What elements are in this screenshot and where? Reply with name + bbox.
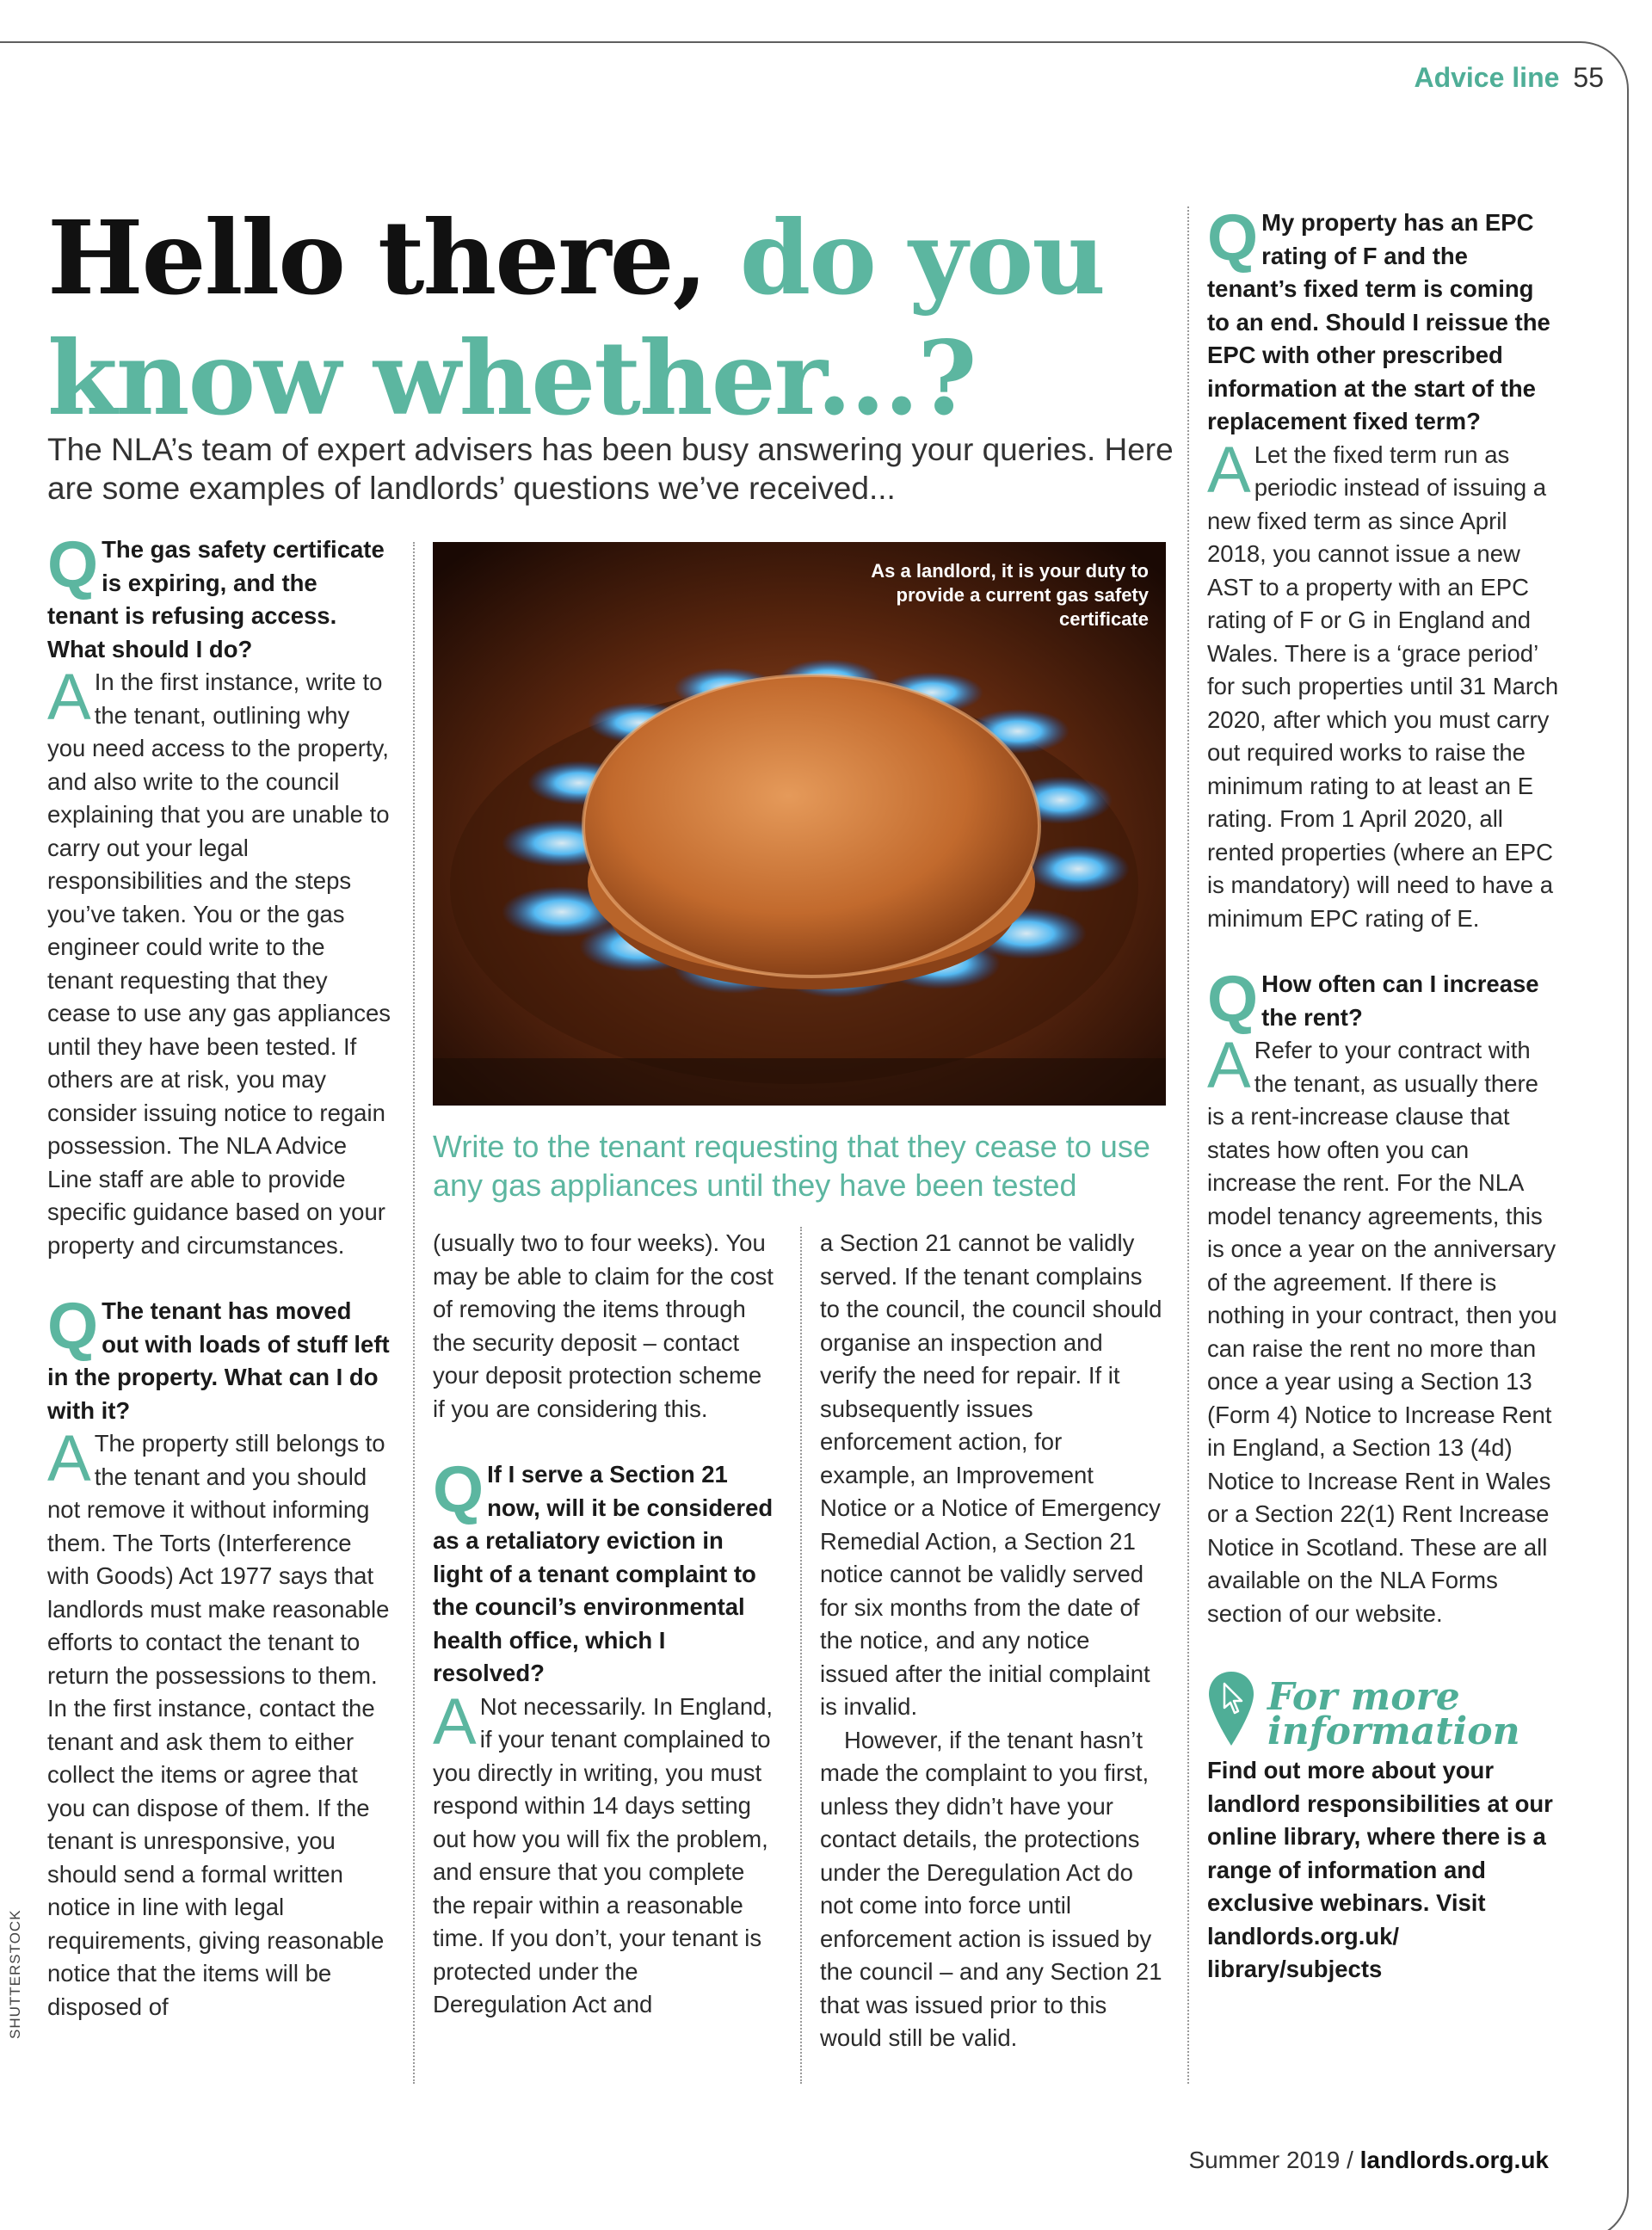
drop-cap-q: Q [47, 528, 99, 601]
issue-date: Summer 2019 / [1188, 2147, 1353, 2173]
photo-credit: SHUTTERSTOCK [7, 1909, 23, 2039]
more-info-title [1267, 1670, 1520, 1753]
website-link[interactable]: landlords.org.uk [1359, 2147, 1549, 2173]
question-3 [433, 1453, 777, 1691]
question-4 [1207, 201, 1560, 439]
answer-2 [47, 1422, 391, 2024]
drop-cap-a: A [47, 1422, 91, 1495]
drop-cap-q: Q [1207, 201, 1259, 274]
more-info-title-1: For more [1267, 1675, 1460, 1719]
page-number: 55 [1573, 62, 1604, 93]
drop-cap-a: A [433, 1685, 477, 1759]
headline-teal-2: know whether...? [47, 318, 976, 438]
pull-quote: Write to the tenant requesting that they cease to use any gas appliances until they have been tested [433, 1129, 1150, 1203]
question-4-text: My property has an EPC rating of F and the tenant’s fixed term is coming to an end. Should I reissue the EPC with other prescribed information at the start of the replacement fixed term? [1207, 209, 1550, 434]
answer-3-text: Not necessarily. In England, if your tenant complained to you directly in writing, you must respond within 14 days setting out how you will fix the problem, and ensure that you complete the repair within a reasonable time. If you don’t, your tenant is protected under the Deregulation Act and [433, 1692, 774, 2017]
question-2-text: The tenant has moved out with loads of stuff left in the property. What can I do with it? [47, 1297, 390, 1424]
answer-4-text: Let the fixed term run as periodic instead of issuing a new fixed term as since April 2018, you cannot issue a new AST to a property with an EPC rating of F or G in England and Wales. There is a ‘grace period’ for such properties until 31 March 2020, after which you must carry out required works to raise the minimum rating to at least an E rating. From 1 April 2020, all rented properties (where an EPC is mandatory) will need to have a minimum EPC rating of E. [1207, 440, 1559, 932]
column-divider [800, 1227, 802, 2084]
standfirst: The NLA’s team of expert advisers has been busy answering your queries. Here are some examples of landlords’ questions we’ve received... [47, 432, 1174, 506]
question-2 [47, 1290, 391, 1427]
drop-cap-q: Q [1207, 963, 1259, 1036]
column-2 [433, 1227, 777, 2022]
question-5-text: How often can I increase the rent? [1261, 970, 1539, 1031]
column-divider [1187, 206, 1189, 2084]
section-name: Advice line [1414, 62, 1560, 93]
answer-5-text: Refer to your contract with the tenant, as usually there is a rent-increase clause that states how often you can increase the rent. For the NLA model tenancy agreements, this is once a year on the anniversary of the agreement. If there is nothing in your contract, then you can raise the rent no more than once a year using a Section 13 (Form 4) Notice to Increase Rent in England, a Section 13 (4d) Notice to Increase Rent in Wales or a Section 22(1) Rent Increase Notice in Scotland. These are all available on the NLA Forms section of our website. [1207, 1037, 1557, 1627]
answer-4 [1207, 433, 1560, 936]
answer-1 [47, 661, 391, 1262]
question-3-text: If I serve a Section 21 now, will it be considered as a retaliatory eviction in light of a tenant complaint to the council’s environmental health office, which I resolved? [433, 1461, 774, 1686]
headline-teal-1: do you [739, 198, 1105, 317]
drop-cap-a: A [1207, 1029, 1251, 1102]
more-info-header [1207, 1670, 1560, 1753]
drop-cap-q: Q [47, 1290, 99, 1363]
drop-cap-a: A [1207, 433, 1251, 507]
column-divider [413, 542, 415, 2084]
answer-5 [1207, 1029, 1560, 1630]
more-info-body: Find out more about your landlord responsibilities at our online library, where there is a range of information and exclusive webinars. Visit landlords.org.uk/ library/subjects [1207, 1757, 1553, 1982]
column-1 [47, 528, 391, 2024]
footer [1188, 2147, 1549, 2174]
drop-cap-a: A [47, 661, 91, 734]
headline-black: Hello there, [47, 198, 706, 317]
location-pin-cursor-icon [1207, 1670, 1255, 1747]
photo-caption: As a landlord, it is your duty to provide a current gas safety certificate [871, 560, 1149, 630]
question-1-text: The gas safety certificate is expiring, and the tenant is refusing access. What should I do? [47, 536, 385, 662]
answer-1-text: In the first instance, write to the tenant, outlining why you need access to the property, and also write to the council explaining that you are unable to carry out your legal responsibilities and the steps you’ve taken. You or the gas engineer could write to the tenant requesting that they cease to use any gas appliances until they have been tested. If others are at risk, you may consider issuing notice to regain possession. The NLA Advice Line staff are able to provide specific guidance based on your property and circumstances. [47, 668, 391, 1259]
answer-2-text: The property still belongs to the tenant and you should not remove it without informing them. The Torts (Interference with Goods) Act 1977 says that landlords must make reasonable efforts to contact the tenant to return the possessions to them. In the first instance, contact the tenant and ask them to either collect the items or agree that you can dispose of them. If the tenant is unresponsive, you should send a formal written notice in line with legal requirements, giving reasonable notice that the items will be disposed of [47, 1430, 390, 2020]
answer-3-continued-2: However, if the tenant hasn’t made the complaint to you first, unless they didn’t have your contact details, the protections under the Deregulation Act do not come into force until enforcement action is issued by the council – and any Section 21 that was issued prior to this would still be valid. [820, 1726, 1162, 2051]
answer-2-continued: (usually two to four weeks). You may be able to claim for the cost of removing the items through the security deposit – contact your deposit protection scheme if you are considering this. [433, 1229, 774, 1422]
drop-cap-q: Q [433, 1453, 484, 1526]
headline [47, 198, 1166, 439]
column-3 [820, 1227, 1164, 2055]
answer-3 [433, 1685, 777, 2022]
question-5 [1207, 963, 1560, 1036]
question-1 [47, 528, 391, 666]
more-info-title-2: information [1267, 1709, 1520, 1753]
folio [1414, 62, 1604, 94]
answer-3-continued: a Section 21 cannot be validly served. If the tenant complains to the council, the council should organise an inspection and verify the need for repair. If it subsequently issues enforcement action, for example, an Improvement Notice or a Notice of Emergency Remedial Action, a Section 21 notice cannot be validly served for six months from the date of the notice, and any notice issued after the initial complaint is invalid. [820, 1229, 1162, 1720]
column-4 [1207, 201, 1560, 1987]
